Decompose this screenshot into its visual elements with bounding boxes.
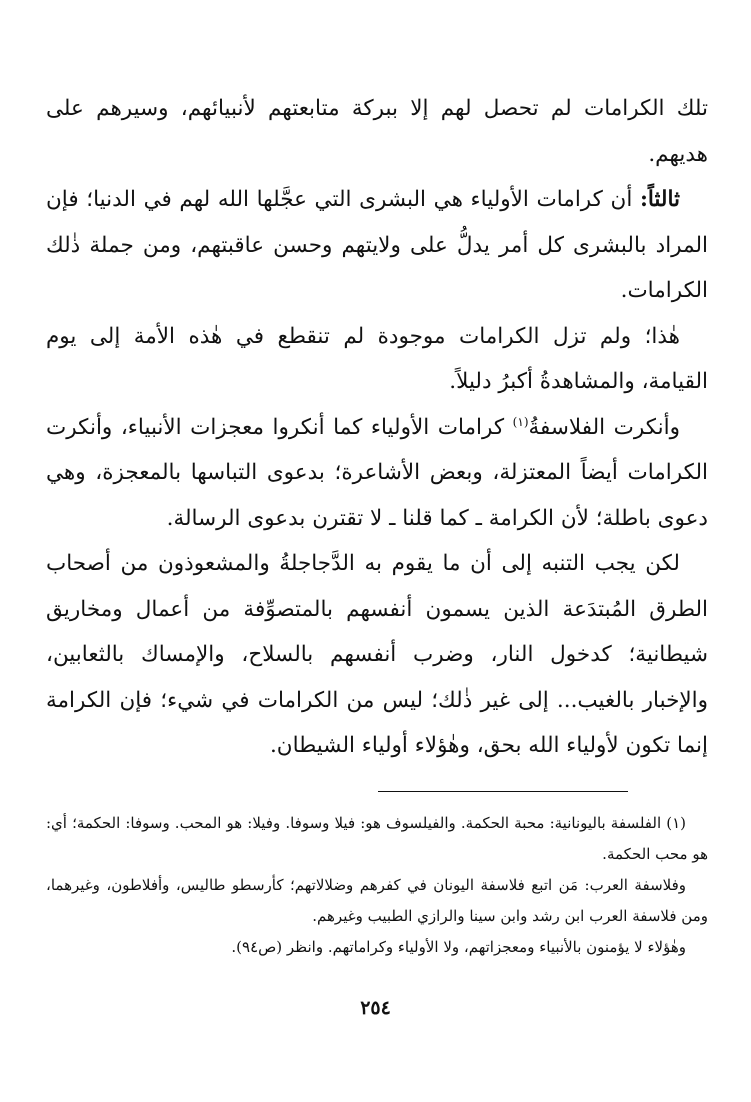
paragraph-2-text: أن كرامات الأولياء هي البشرى التي عجَّلها الله لهم في الدنيا؛ فإن المراد بالبشرى كل أمر يدلُّ على ولايتهم وحسن عاقبتهم، ومن جملة ذٰلك الكرامات.: [46, 187, 708, 303]
paragraph-2: [46, 177, 708, 314]
paragraph-2-heading: ثالثاً:: [639, 187, 680, 212]
paragraph-4-text: كرامات الأولياء كما أنكروا معجزات الأنبياء، وأنكرت الكرامات أيضاً المعتزلة، وبعض الأشاعرة؛ بدعوى التباسها بالمعجزة، وهي دعوى باطلة؛ لأن الكرامة ـ كما قلنا ـ لا تقترن بدعوى الرسالة.: [46, 414, 708, 531]
paragraph-4-start: وأنكرت الفلاسفةُ: [528, 414, 680, 440]
paragraph-4: [46, 405, 708, 542]
footnotes: [46, 808, 708, 963]
main-text: [46, 86, 708, 769]
page-number: ٢٥٤: [360, 997, 391, 1019]
footnote-marker: (١): [512, 414, 529, 429]
footnote-1: (١) الفلسفة باليونانية: محبة الحكمة. والفيلسوف هو: فيلا وسوفا. وفيلا: هو المحب. وسوفا: الحكمة؛ أي: هو محب الحكمة.: [46, 814, 708, 863]
footnote-divider: [378, 791, 628, 792]
footnote-1-continued: وفلاسفة العرب: مَن اتبع فلاسفة اليونان في كفرهم وضلالاتهم؛ كأرسطو طاليس، وأفلاطون، وغيرهما، ومن فلاسفة العرب ابن رشد وابن سينا والرازي الطبيب وغيرهم.: [46, 876, 708, 925]
paragraph-3: هٰذا؛ ولم تزل الكرامات موجودة لم تنقطع في هٰذه الأمة إلى يوم القيامة، والمشاهدةُ أكبرُ دليلاً.: [46, 323, 708, 394]
paragraph-1: تلك الكرامات لم تحصل لهم إلا ببركة متابعتهم لأنبيائهم، وسيرهم على هديهم.: [46, 96, 708, 167]
footnote-1-end: وهٰؤلاء لا يؤمنون بالأنبياء ومعجزاتهم، ولا الأولياء وكراماتهم. وانظر (ص٩٤).: [231, 938, 686, 956]
paragraph-5: لكن يجب التنبه إلى أن ما يقوم به الدَّجاجلةُ والمشعوذون من أصحاب الطرق المُبتدَعة الذين يسمون أنفسهم بالمتصوِّفة من أعمال ومخاريق شيطانية؛ كدخول النار، وضرب أنفسهم بالسلاح، والإمساك بالثعابين، والإخبار بالغيب... إلى غير ذٰلك؛ ليس من الكرامات في شيء؛ فإن الكرامة إنما تكون لأولياء الله بحق، وهٰؤلاء أولياء الشيطان.: [46, 551, 708, 758]
